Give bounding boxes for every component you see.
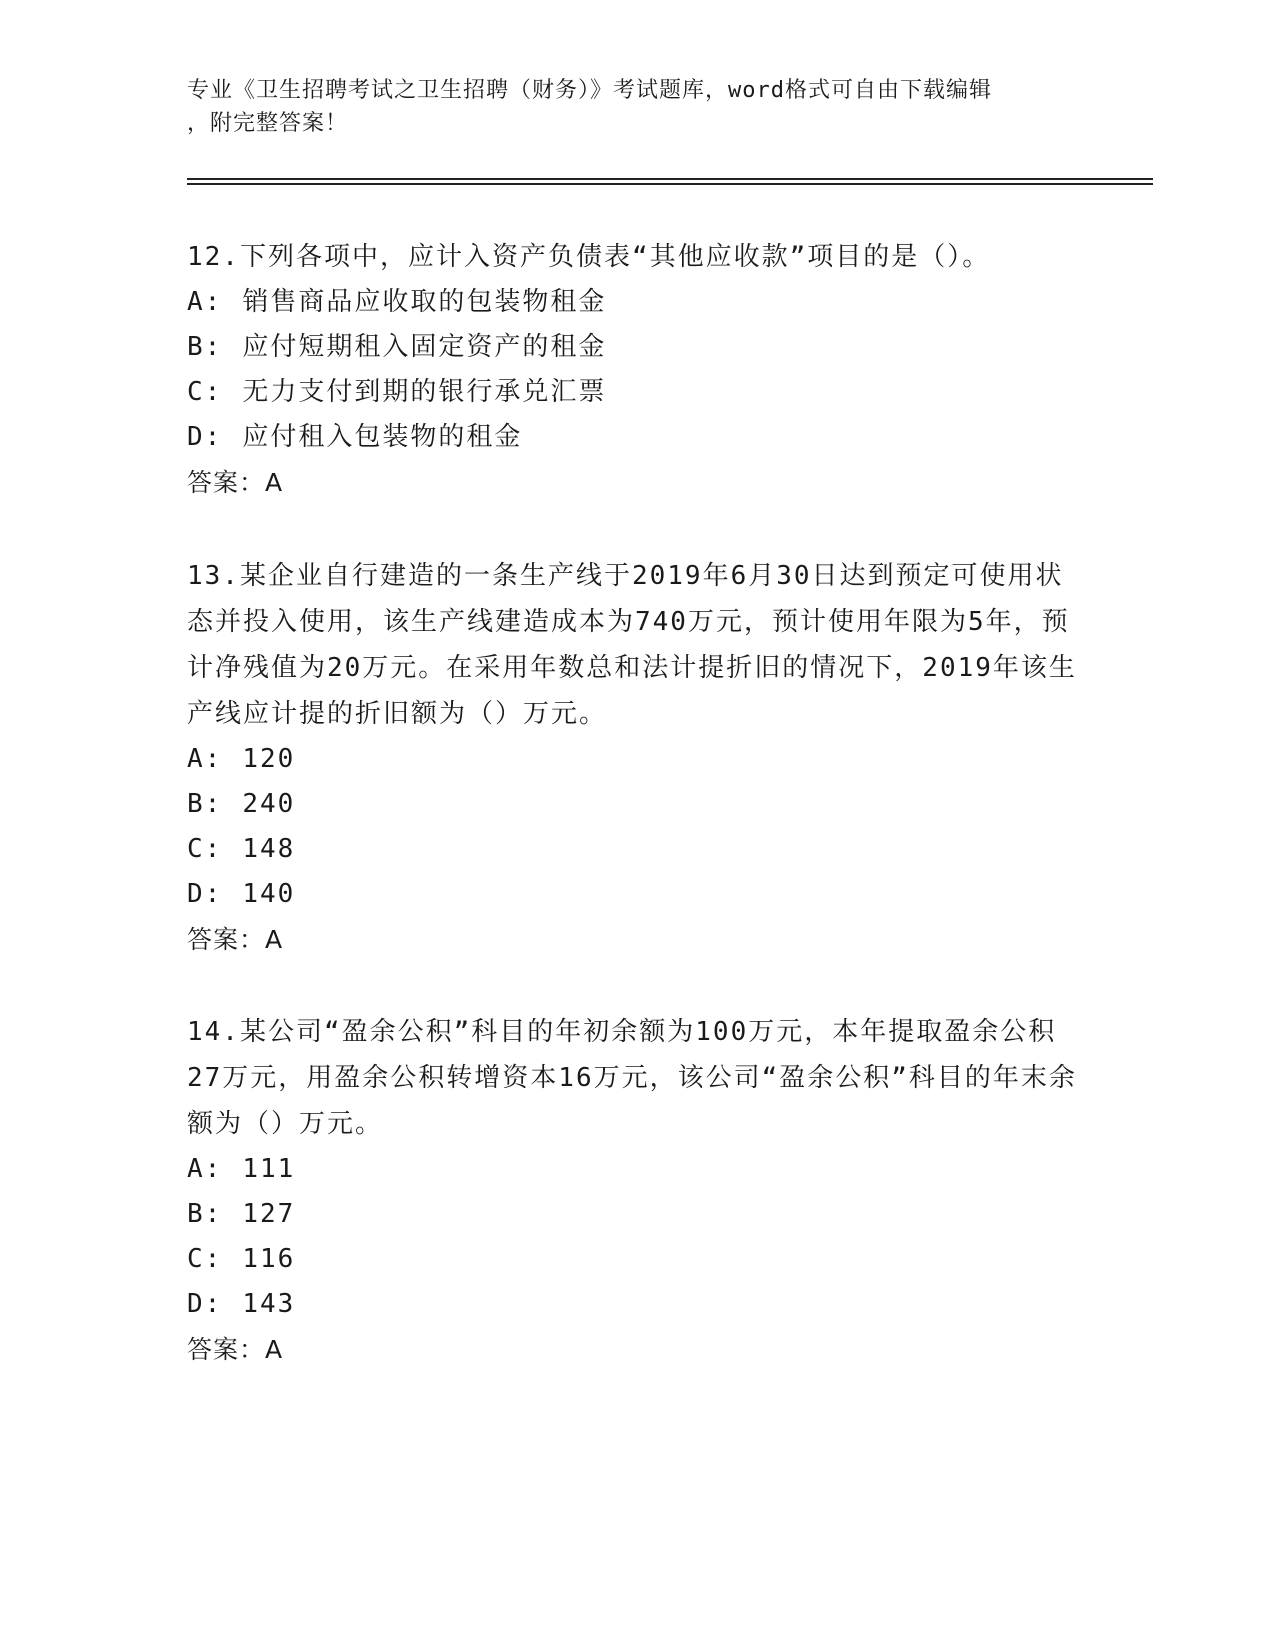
option-d (187, 872, 1087, 917)
option-text: 240 (242, 789, 296, 819)
option-a (187, 737, 1087, 782)
option-letter: D: (187, 879, 223, 909)
option-letter: C: (187, 1244, 223, 1274)
option-letter: D: (187, 1289, 223, 1319)
option-letter: A: (187, 1154, 223, 1184)
option-c (187, 827, 1087, 872)
option-text: 140 (242, 879, 296, 909)
question-14 (187, 1009, 1087, 1373)
option-letter: B: (187, 789, 223, 819)
option-letter: D: (187, 422, 223, 452)
header-divider-bottom (187, 183, 1153, 185)
option-d (187, 1282, 1087, 1327)
answer-line: 答案：A (187, 925, 284, 954)
header-line-2: ，附完整答案！ (187, 111, 349, 136)
option-letter: B: (187, 1199, 223, 1229)
option-text: 127 (242, 1199, 296, 1229)
option-text: 应付租入包装物的租金 (242, 422, 523, 452)
option-text: 116 (242, 1244, 296, 1274)
option-text: 120 (242, 744, 296, 774)
option-b (187, 782, 1087, 827)
option-d (187, 415, 1087, 460)
header-line-1: 专业《卫生招聘考试之卫生招聘（财务）》考试题库，word格式可自由下载编辑 (187, 78, 992, 103)
header-divider-top (187, 178, 1153, 180)
question-13 (187, 553, 1087, 963)
option-text: 143 (242, 1289, 296, 1319)
option-b (187, 325, 1087, 370)
option-c (187, 1237, 1087, 1282)
option-letter: C: (187, 377, 223, 407)
option-text: 148 (242, 834, 296, 864)
question-stem: 12.下列各项中，应计入资产负债表“其他应收款”项目的是（）。 (187, 242, 991, 272)
option-text: 应付短期租入固定资产的租金 (242, 332, 607, 362)
option-text: 111 (242, 1154, 296, 1184)
option-letter: C: (187, 834, 223, 864)
answer-line: 答案：A (187, 1335, 284, 1364)
option-c (187, 370, 1087, 415)
option-a (187, 1147, 1087, 1192)
document-header (187, 74, 1067, 140)
option-letter: B: (187, 332, 223, 362)
question-stem: 14.某公司“盈余公积”科目的年初余额为100万元，本年提取盈余公积27万元，用盈余公积转增资本16万元，该公司“盈余公积”科目的年末余额为（）万元。 (187, 1017, 1077, 1139)
option-letter: A: (187, 744, 223, 774)
option-letter: A: (187, 287, 223, 317)
option-a (187, 280, 1087, 325)
option-b (187, 1192, 1087, 1237)
question-stem: 13.某企业自行建造的一条生产线于2019年6月30日达到预定可使用状态并投入使用，该生产线建造成本为740万元，预计使用年限为5年，预计净残值为20万元。在采用年数总和法计提折旧的情况下，2019年该生产线应计提的折旧额为（）万元。 (187, 561, 1077, 729)
answer-line: 答案：A (187, 468, 284, 497)
option-text: 销售商品应收取的包装物租金 (242, 287, 607, 317)
question-12 (187, 234, 1087, 506)
option-text: 无力支付到期的银行承兑汇票 (242, 377, 607, 407)
